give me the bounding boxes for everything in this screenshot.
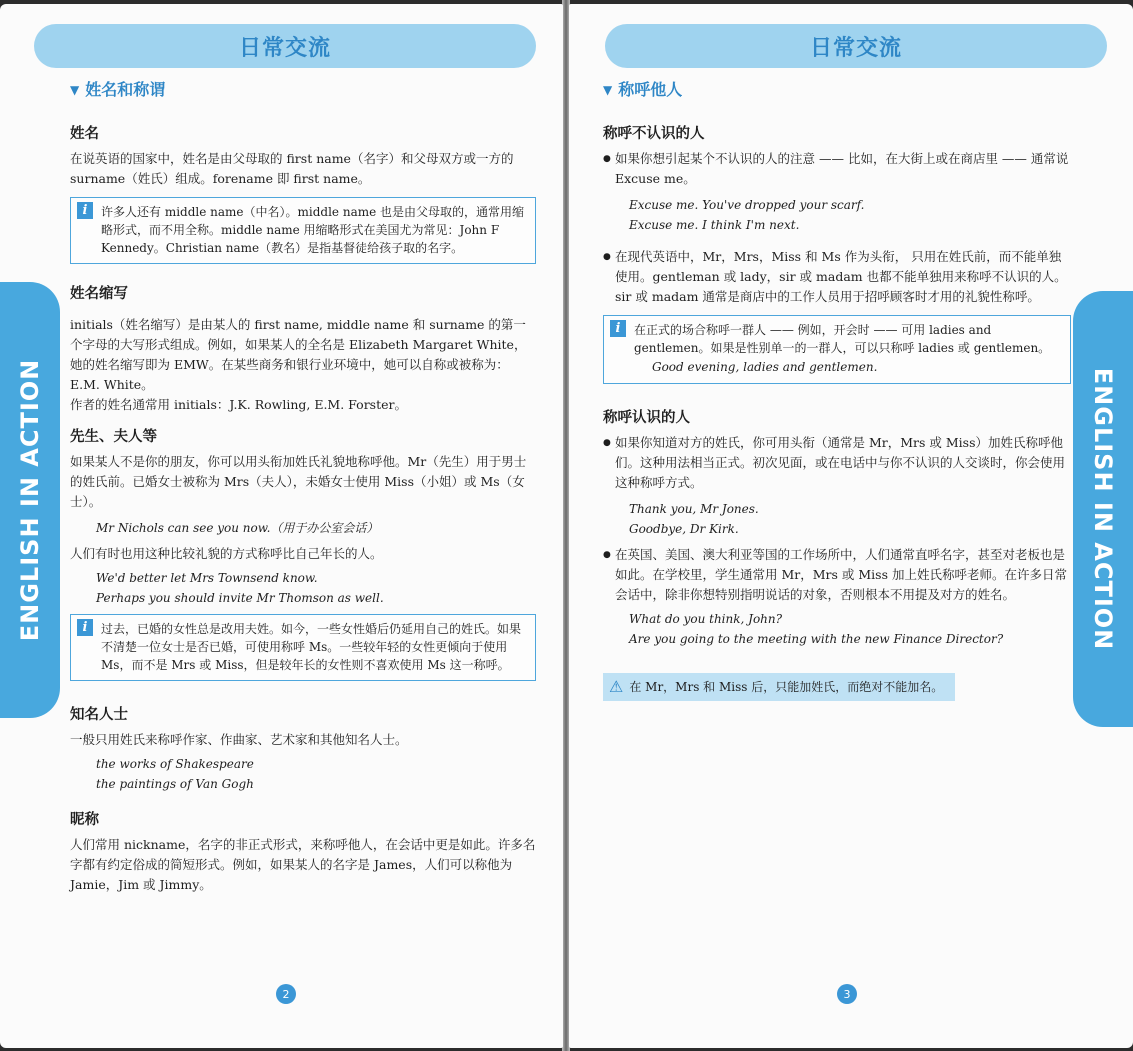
info-icon: i [610,320,626,337]
heading-name: 姓名 [70,126,99,142]
heading-known: 称呼认识的人 [603,410,690,426]
paragraph-famous: 一般只用姓氏来称呼作家、作曲家、艺术家和其他知名人士。 [70,732,408,747]
left-page-content [70,78,536,895]
left-page-header: 日常交流 [34,24,536,68]
paragraph-name: 在说英语的国家中，姓名是由父母取的 first name（名字）和父母双方或一方的 surname（姓氏）组成。forename 即 first name。 [70,151,514,186]
heading-titles: 先生、夫人等 [70,429,157,445]
left-page [0,4,563,1048]
info-icon: i [77,202,93,219]
info-text: 过去，已婚的女性总是改用夫姓。如今，一些女性婚后仍延用自己的姓氏。如果不清楚一位女士是否已婚，可使用称呼 Ms。一些较年轻的女性更倾向于使用 Ms，而不是 Mrs 或 Miss，但是较年长的女性则不喜欢使用 Ms 这一称呼。 [101,622,522,672]
right-side-tab-label: ENGLISH IN ACTION [1089,367,1118,651]
bullet-item: ● 如果你想引起某个不认识的人的注意 —— 比如，在大街上或在商店里 —— 通常说 Excuse me。 [603,149,1071,189]
right-page [569,4,1133,1048]
page-number: 2 [276,984,296,1004]
paragraph-nickname: 人们常用 nickname，名字的非正式形式，来称呼他人，在会话中更是如此。许多名字都有约定俗成的简短形式。例如，如果某人的名字是 James，人们可以称他为 Jamie，Jim 或 Jimmy。 [70,837,536,892]
example-sentence: Mr Nichols can see you now.（用于办公室会话） [96,521,379,535]
example-sentence: Excuse me. You've dropped your scarf. [629,198,865,212]
paragraph-titles-older: 人们有时也用这种比较礼貌的方式称呼比自己年长的人。 [70,546,383,561]
info-icon: i [77,619,93,636]
example-sentence: What do you think, John? [629,612,783,626]
heading-initials: 姓名缩写 [70,286,128,302]
paragraph-titles: 如果某人不是你的朋友，你可以用头衔加姓氏礼貌地称呼他。Mr（先生）用于男士的姓氏前。已婚女士被称为 Mrs（夫人），未婚女士使用 Miss（小姐）或 Ms（女士）。 [70,454,527,509]
info-text: 许多人还有 middle name（中名）。middle name 也是由父母取的，通常用缩略形式，而不用全称。middle name 用缩略形式在美国尤为常见：John F Kennedy。Christian name（教名）是指基督徒给孩子取的名字。 [101,205,525,255]
section-title-names [70,80,536,100]
left-side-tab [0,282,60,718]
left-side-tab-label: ENGLISH IN ACTION [16,358,45,642]
right-page-header: 日常交流 [605,24,1107,68]
bullet-item: ● 在英国、美国、澳大利亚等国的工作场所中，人们通常直呼名字，甚至对老板也是如此。在学校里，学生通常用 Mr，Mrs 或 Miss 加上姓氏称呼老师。在许多日常会话中，除非你想特别指明说话的对象，否则根本不用提及对方的姓名。 [603,545,1071,605]
example-sentence: Good evening, ladies and gentlemen. [652,360,878,374]
triangle-down-icon: ▼ [603,83,613,97]
example-sentence: We'd better let Mrs Townsend know. [96,571,318,585]
example-sentence: Excuse me. I think I'm next. [629,218,800,232]
example-sentence: the works of Shakespeare [96,757,254,771]
info-box-ms [70,614,536,681]
heading-strangers: 称呼不认识的人 [603,126,705,142]
example-sentence: Perhaps you should invite Mr Thomson as well. [96,591,384,605]
info-text: 在正式的场合称呼一群人 —— 例如，开会时 —— 可用 ladies and gentlemen。如果是性别单一的一群人，可以只称呼 ladies 或 gentlemen。 [634,323,1051,355]
section-title-text: 称呼他人 [618,80,683,99]
triangle-down-icon: ▼ [70,83,80,97]
example-sentence: Goodbye, Dr Kirk. [629,522,739,536]
example-sentence: the paintings of Van Gogh [96,777,254,791]
warning-icon: ⚠ [609,677,624,696]
example-sentence: Are you going to the meeting with the new Finance Director? [629,632,1004,646]
section-title-addressing [603,80,1071,100]
right-page-content [603,78,1071,701]
paragraph-initials-authors: 作者的姓名通常用 initials：J.K. Rowling, E.M. Forster。 [70,397,407,412]
heading-nickname: 昵称 [70,812,99,828]
warning-note [603,673,955,701]
heading-famous: 知名人士 [70,707,128,723]
info-box-groups [603,315,1071,384]
section-title-text: 姓名和称谓 [85,80,166,99]
page-number: 3 [837,984,857,1004]
bullet-item: ● 在现代英语中，Mr，Mrs，Miss 和 Ms 作为头衔， 只用在姓氏前，而不能单独使用。gentleman 或 lady，sir 或 madam 也都不能单独用来称呼不认识的人。sir 或 madam 通常是商店中的工作人员用于招呼顾客时才用的礼貌性称呼。 [603,247,1071,307]
paragraph-initials: initials（姓名缩写）是由某人的 first name, middle name 和 surname 的第一个字母的大写形式组成。例如，如果某人的全名是 Elizabeth Margaret White，她的姓名缩写即为 EMW。在某些商务和银行业环境中，她可以自称或被称为：E.M. White。 [70,317,527,392]
example-sentence: Thank you, Mr Jones. [629,502,759,516]
info-box-middle-name [70,197,536,264]
right-side-tab [1073,291,1133,727]
bullet-item: ● 如果你知道对方的姓氏，你可用头衔（通常是 Mr，Mrs 或 Miss）加姓氏称呼他们。这种用法相当正式。初次见面，或在电话中与你不认识的人交谈时，你会使用这种称呼方式。 [603,433,1071,493]
warning-text: 在 Mr，Mrs 和 Miss 后，只能加姓氏，而绝对不能加名。 [629,680,944,694]
